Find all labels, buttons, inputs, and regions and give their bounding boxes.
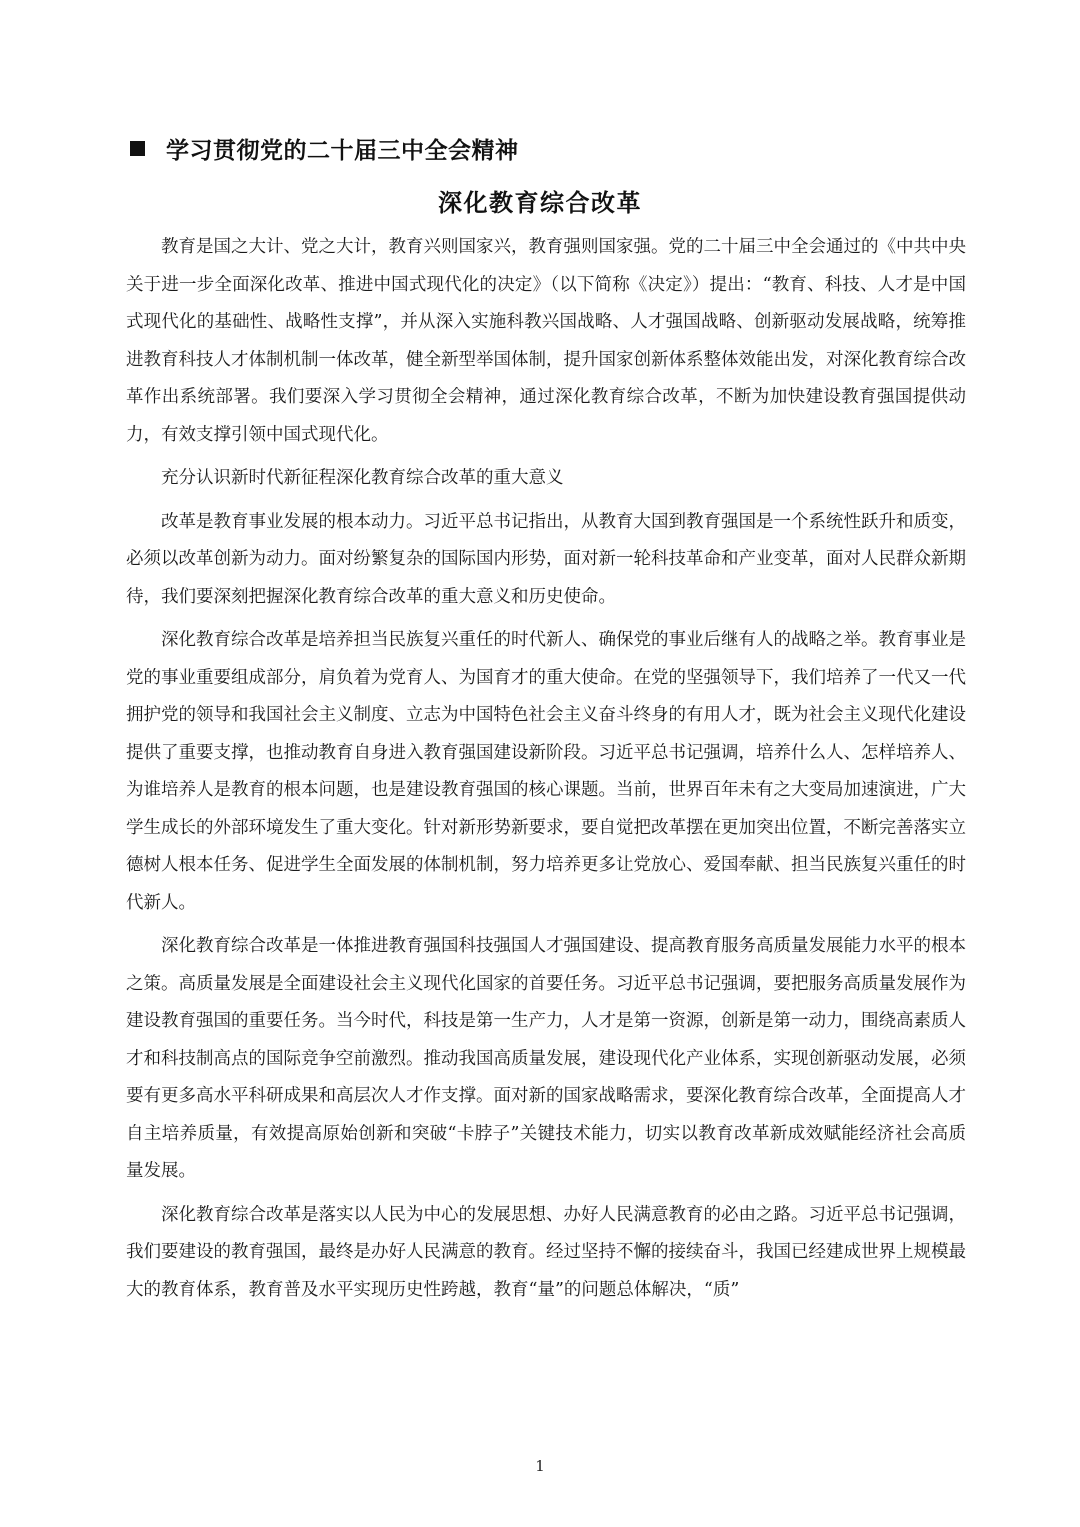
square-bullet-icon: [130, 141, 145, 156]
paragraph: 深化教育综合改革是落实以人民为中心的发展思想、办好人民满意教育的必由之路。习近平总书记强调，我们要建设的教育强国，最终是办好人民满意的教育。经过坚持不懈的接续奋斗，我国已经建成世界上规模最大的教育体系，教育普及水平实现历史性跨越，教育“量”的问题总体解决，“质”: [126, 1204, 966, 1300]
page-number: 1: [535, 1457, 545, 1475]
paragraph: 改革是教育事业发展的根本动力。习近平总书记指出，从教育大国到教育强国是一个系统性跃升和质变，必须以改革创新为动力。面对纷繁复杂的国际国内形势，面对新一轮科技革命和产业变革，面对人民群众新期待，我们要深刻把握深化教育综合改革的重大意义和历史使命。: [126, 511, 966, 607]
subheading: 充分认识新时代新征程深化教育综合改革的重大意义: [161, 468, 564, 488]
document-body: [126, 229, 966, 1315]
paragraph-intro: 教育是国之大计、党之大计，教育兴则国家兴，教育强则国家强。党的二十届三中全会通过的《中共中央关于进一步全面深化改革、推进中国式现代化的决定》（以下简称《决定》）提出：“教育、科技、人才是中国式现代化的基础性、战略性支撑”，并从深入实施科教兴国战略、人才强国战略、创新驱动发展战略，统筹推进教育科技人才体制机制一体改革，健全新型举国体制，提升国家创新体系整体效能出发，对深化教育综合改革作出系统部署。我们要深入学习贯彻全会精神，通过深化教育综合改革，不断为加快建设教育强国提供动力，有效支撑引领中国式现代化。: [126, 237, 966, 445]
section-title: 学习贯彻党的二十届三中全会精神: [166, 137, 519, 164]
paragraph: 深化教育综合改革是培养担当民族复兴重任的时代新人、确保党的事业后继有人的战略之举。教育事业是党的事业重要组成部分，肩负着为党育人、为国育才的重大使命。在党的坚强领导下，我们培养了一代又一代拥护党的领导和我国社会主义制度、立志为中国特色社会主义奋斗终身的有用人才，既为社会主义现代化建设提供了重要支撑，也推动教育自身进入教育强国建设新阶段。习近平总书记强调，培养什么人、怎样培养人、为谁培养人是教育的根本问题，也是建设教育强国的核心课题。当前，世界百年未有之大变局加速演进，广大学生成长的外部环境发生了重大变化。针对新形势新要求，要自觉把改革摆在更加突出位置，不断完善落实立德树人根本任务、促进学生全面发展的体制机制，努力培养更多让党放心、爱国奉献、担当民族复兴重任的时代新人。: [126, 630, 966, 913]
document-title: 深化教育综合改革: [438, 189, 642, 217]
paragraph: 深化教育综合改革是一体推进教育强国科技强国人才强国建设、提高教育服务高质量发展能力水平的根本之策。高质量发展是全面建设社会主义现代化国家的首要任务。习近平总书记强调，要把服务高质量发展作为建设教育强国的重要任务。当今时代，科技是第一生产力，人才是第一资源，创新是第一动力，围绕高素质人才和科技制高点的国际竞争空前激烈。推动我国高质量发展，建设现代化产业体系，实现创新驱动发展，必须要有更多高水平科研成果和高层次人才作支撑。面对新的国家战略需求，要深化教育综合改革，全面提高人才自主培养质量，有效提高原始创新和突破“卡脖子”关键技术能力，切实以教育改革新成效赋能经济社会高质量发展。: [126, 936, 966, 1181]
section-header: [130, 128, 519, 168]
